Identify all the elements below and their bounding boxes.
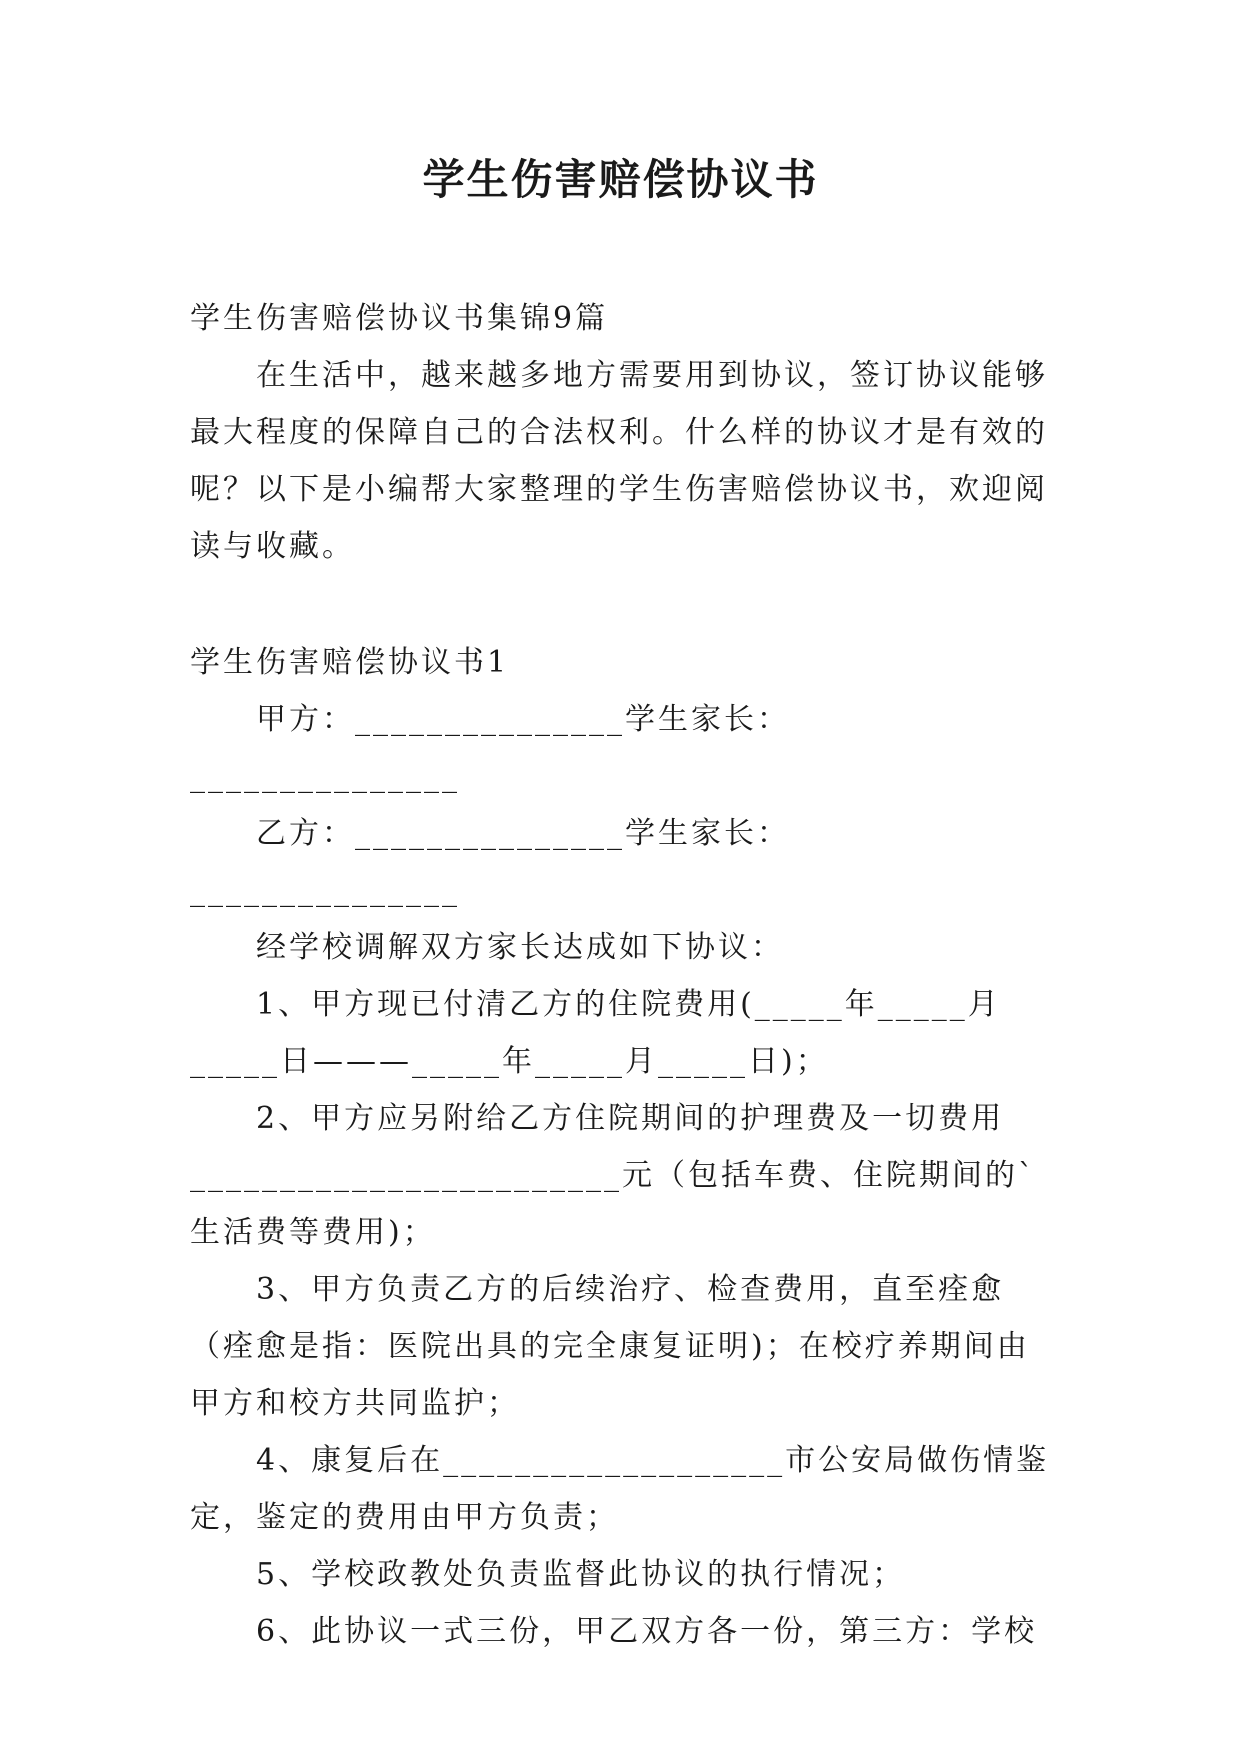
clause-1: 1、甲方现已付清乙方的住院费用(_____年_____月_____日———_____年_____月_____日)； (190, 987, 1001, 1079)
party-a-line: 甲方：_______________学生家长：_______________ (190, 702, 790, 794)
clause-3: 3、甲方负责乙方的后续治疗、检查费用，直至痊愈（痊愈是指：医院出具的完全康复证明)；在校疗养期间由甲方和校方共同监护； (190, 1272, 1030, 1421)
agreement-lead: 经学校调解双方家长达成如下协议： (256, 930, 784, 965)
clause-4: 4、康复后在___________________市公安局做伤情鉴定，鉴定的费用由甲方负责； (190, 1443, 1050, 1535)
intro-paragraph: 在生活中，越来越多地方需要用到协议，签订协议能够最大程度的保障自己的合法权利。什么样的协议才是有效的呢？以下是小编帮大家整理的学生伤害赔偿协议书，欢迎阅读与收藏。 (190, 358, 1048, 564)
document-title: 学生伤害赔偿协议书 (422, 155, 819, 204)
clause-6: 6、此协议一式三份，甲乙双方各一份，第三方：学校 (256, 1614, 1038, 1649)
section-gap (190, 575, 1050, 634)
clause-2: 2、甲方应另附给乙方住院期间的护理费及一切费用________________________元（包括车费、住院期间的`生活费等费用)； (190, 1101, 1036, 1250)
section-heading: 学生伤害赔偿协议书1 (190, 645, 510, 680)
party-b-line: 乙方：_______________学生家长：_______________ (190, 816, 790, 908)
clause-5: 5、学校政教处负责监督此协议的执行情况； (256, 1557, 906, 1592)
document-body (190, 290, 1050, 1660)
collection-subtitle: 学生伤害赔偿协议书集锦9篇 (190, 301, 609, 336)
